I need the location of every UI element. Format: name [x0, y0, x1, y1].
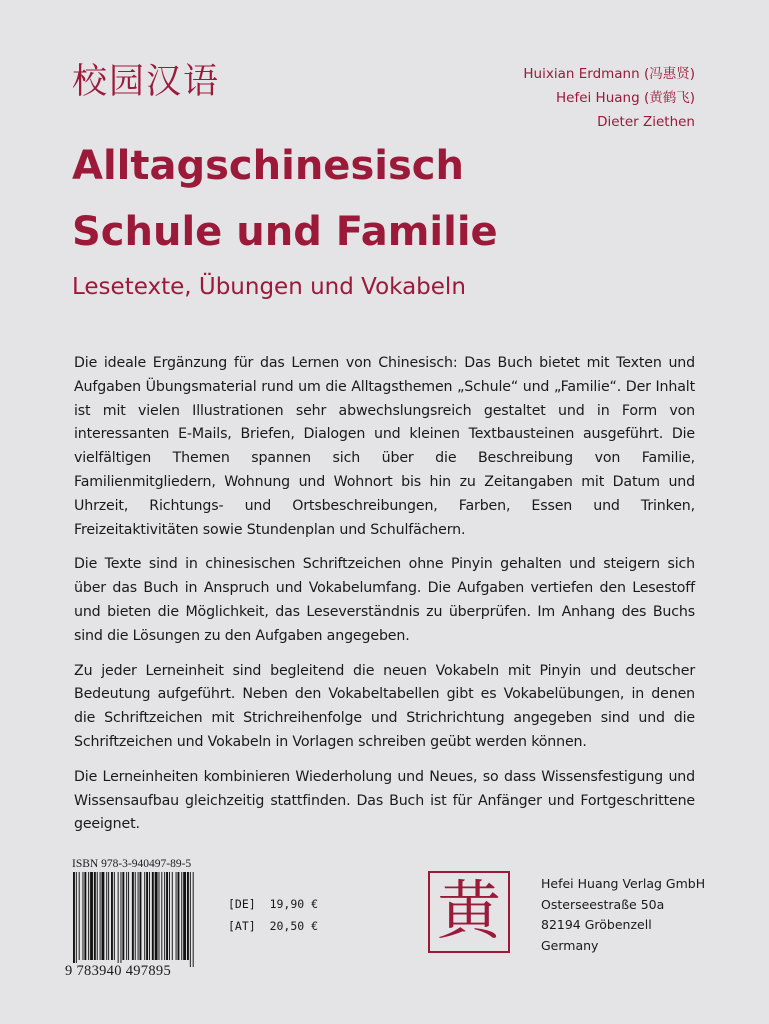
barcode-bar — [140, 872, 142, 960]
price-list — [228, 893, 318, 937]
barcode-bar — [187, 872, 189, 960]
price-country: [AT] — [228, 919, 256, 933]
barcode-bar — [172, 872, 173, 960]
barcode-bar — [106, 872, 107, 960]
barcode-bar — [161, 872, 162, 960]
barcode-bar — [144, 872, 145, 960]
publisher-city: 82194 Gröbenzell — [541, 917, 652, 932]
barcode-bar — [169, 872, 170, 960]
barcode-bar — [76, 872, 77, 967]
barcode-bar — [166, 872, 168, 960]
barcode-bar — [73, 872, 75, 967]
blurb-paragraph: Die Texte sind in chinesischen Schriftzeichen ohne Pinyin gehalten und steigern sich über das Buch in Anspruch und Vokabelumfang. Die Aufgaben vertiefen den Lesestoff und bieten die Möglichkeit, das Leseverständnis zu überprüfen. Im Anhang des Buchs sind die Lösungen zu den Aufgaben angegeben. — [74, 556, 695, 644]
barcode-bar — [111, 872, 113, 960]
book-title-line: Schule und Familie — [72, 209, 498, 255]
barcode-bar — [100, 872, 101, 960]
barcode-bar — [88, 872, 89, 960]
barcode-bar — [132, 872, 134, 960]
book-title — [72, 133, 498, 265]
isbn-label: ISBN 978-3-940497-89-5 — [72, 858, 192, 870]
barcode-bar — [121, 872, 122, 967]
barcode-bar — [138, 872, 139, 960]
publisher-address — [541, 874, 705, 956]
barcode-bar — [118, 872, 119, 967]
blurb — [74, 352, 695, 848]
barcode-bar — [146, 872, 148, 960]
barcode-bar — [84, 872, 86, 960]
barcode-bar — [190, 872, 191, 967]
barcode-bar — [79, 872, 80, 960]
barcode-bar — [181, 872, 182, 960]
price-row-at — [228, 915, 318, 937]
barcode-bar — [159, 872, 160, 960]
author-list — [523, 62, 695, 134]
barcode-bar — [155, 872, 158, 960]
price-row-de — [228, 893, 318, 915]
author-name: Hefei Huang (黄鹤飞) — [556, 90, 695, 106]
barcode-bar — [149, 872, 150, 960]
barcode-digits: 9 783940 497895 — [65, 963, 171, 979]
author-name: Dieter Ziethen — [597, 114, 695, 130]
chinese-title: 校园汉语 — [72, 62, 221, 102]
barcode-bar — [164, 872, 165, 960]
price-country: [DE] — [228, 897, 256, 911]
blurb-paragraph: Zu jeder Lerneinheit sind begleitend die neuen Vokabeln mit Pinyin und deutscher Bedeutung aufgeführt. Neben den Vokabeltabellen gibt es Vokabelübungen, in denen die Schriftzeichen mit Strichreihenfolge und Strichrichtung angegeben sind und die Schriftzeichen und Vokabeln in Vorlagen schreiben geübt werden können. — [74, 662, 695, 750]
barcode-bar — [135, 872, 136, 960]
barcode-bar — [152, 872, 154, 960]
barcode-bar — [102, 872, 105, 960]
isbn-barcode — [72, 872, 194, 967]
author-name: Huixian Erdmann (冯惠贤) — [523, 66, 695, 82]
barcode-bar — [114, 872, 115, 960]
publisher-street: Osterseestraße 50a — [541, 896, 665, 912]
barcode-bar — [178, 872, 180, 960]
price-amount: 19,90 € — [269, 897, 319, 911]
barcode-bar — [128, 872, 129, 960]
barcode-bar — [122, 872, 124, 960]
book-subtitle: Lesetexte, Übungen und Vokabeln — [72, 274, 466, 300]
barcode-bar — [126, 872, 127, 960]
blurb-paragraph: Die ideale Ergänzung für das Lernen von Chinesisch: Das Buch bietet mit Texten und Aufgaben Übungsmaterial rund um die Alltagsthemen „Schule“ und „Familie“. Der Inhalt ist mit vielen Illustrationen sehr abwechslungsreich gestaltet und in Form von interessanten E-Mails, Briefen, Dialogen und kleinen Textbausteinen ausgeführt. Die vielfältigen Themen spannen sich über die Beschreibung von Familie, Familienmitgliedern, Wohnung und Wohnort bis hin zu Zeitangaben mit Datum und Uhrzeit, Richtungs- und Ortsbeschreibungen, Farben, Essen und Trinken, Freizeitaktivitäten sowie Stundenplan und Schulfächern. — [74, 355, 695, 538]
book-title-line: Alltagschinesisch — [72, 143, 464, 189]
barcode-bar — [193, 872, 194, 967]
barcode-bar — [183, 872, 186, 960]
blurb-paragraph: Die Lerneinheiten kombinieren Wiederholung und Neues, so dass Wissensfestigung und Wissensaufbau gleichzeitig stattfinden. Das Buch ist für Anfänger und Fortgeschrittene geeignet. — [74, 768, 695, 833]
publisher-logo: 黄 — [428, 871, 510, 953]
barcode-bar — [83, 872, 84, 960]
barcode-bar — [176, 872, 177, 960]
barcode-bar — [90, 872, 93, 960]
publisher-country: Germany — [541, 937, 599, 953]
barcode-bar — [94, 872, 96, 960]
price-amount: 20,50 € — [269, 919, 319, 933]
publisher-name: Hefei Huang Verlag GmbH — [541, 876, 706, 891]
barcode-bar — [108, 872, 109, 960]
barcode-bar — [97, 872, 98, 960]
